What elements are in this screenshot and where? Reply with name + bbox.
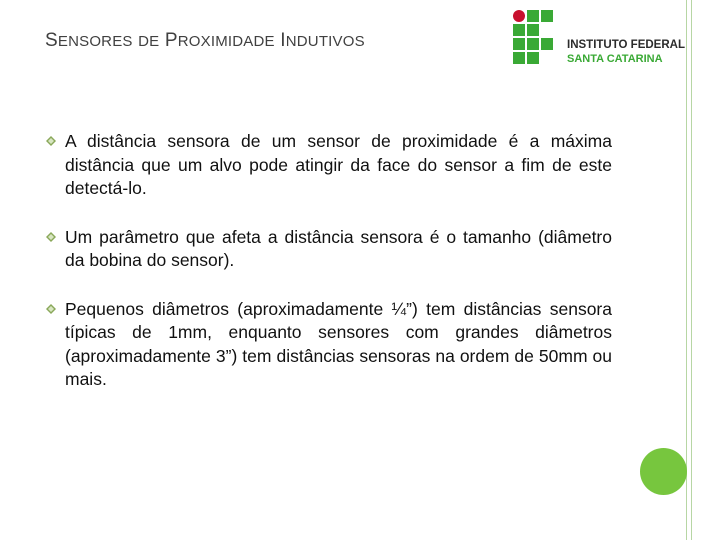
bullet-text: A distância sensora de um sensor de proximidade é a máxima distância que um alvo pode atingir da face do sensor a fim de este detectá-lo. [65, 131, 612, 198]
logo-square [527, 38, 539, 50]
title-rest-2: ROXIMIDADE [177, 33, 275, 50]
logo-square [513, 38, 525, 50]
ifsc-logo [511, 8, 691, 68]
title-initial-i: I [280, 30, 286, 51]
logo-square [527, 10, 539, 22]
logo-square [541, 38, 553, 50]
logo-text [567, 38, 685, 66]
title-initial-p: P [164, 30, 178, 51]
logo-line-1: INSTITUTO FEDERAL [567, 39, 685, 51]
right-decorative-rule [686, 0, 692, 540]
list-item [52, 226, 612, 273]
bullet-text: Pequenos diâmetros (aproximadamente ¼”) tem distâncias sensora típicas de 1mm, enquanto sensores com grandes diâmetros (aproximadamente 3”) tem distâncias sensoras na ordem de 50mm ou mais. [65, 298, 612, 389]
logo-square [527, 52, 539, 64]
green-circle-decoration [640, 448, 687, 495]
list-item [52, 130, 612, 201]
title-word-de: DE [138, 33, 160, 50]
title-initial-s: S [45, 30, 58, 51]
title-rest-3: NDUTIVOS [285, 33, 365, 50]
title-rest-1: ENSORES [57, 33, 133, 50]
bullet-list [52, 130, 612, 392]
logo-square [513, 24, 525, 36]
diamond-bullet-icon [46, 304, 56, 314]
bullet-text: Um parâmetro que afeta a distância sensora é o tamanho (diâmetro da bobina do sensor). [65, 226, 612, 270]
slide-title [45, 30, 365, 52]
logo-line-2: SANTA CATARINA [567, 53, 663, 65]
logo-square [513, 52, 525, 64]
ifsc-logo-mark [511, 8, 556, 66]
logo-square [541, 10, 553, 22]
diamond-bullet-icon [46, 136, 56, 146]
diamond-bullet-icon [46, 232, 56, 242]
logo-red-dot [513, 10, 525, 22]
logo-square [527, 24, 539, 36]
list-item [52, 298, 612, 392]
